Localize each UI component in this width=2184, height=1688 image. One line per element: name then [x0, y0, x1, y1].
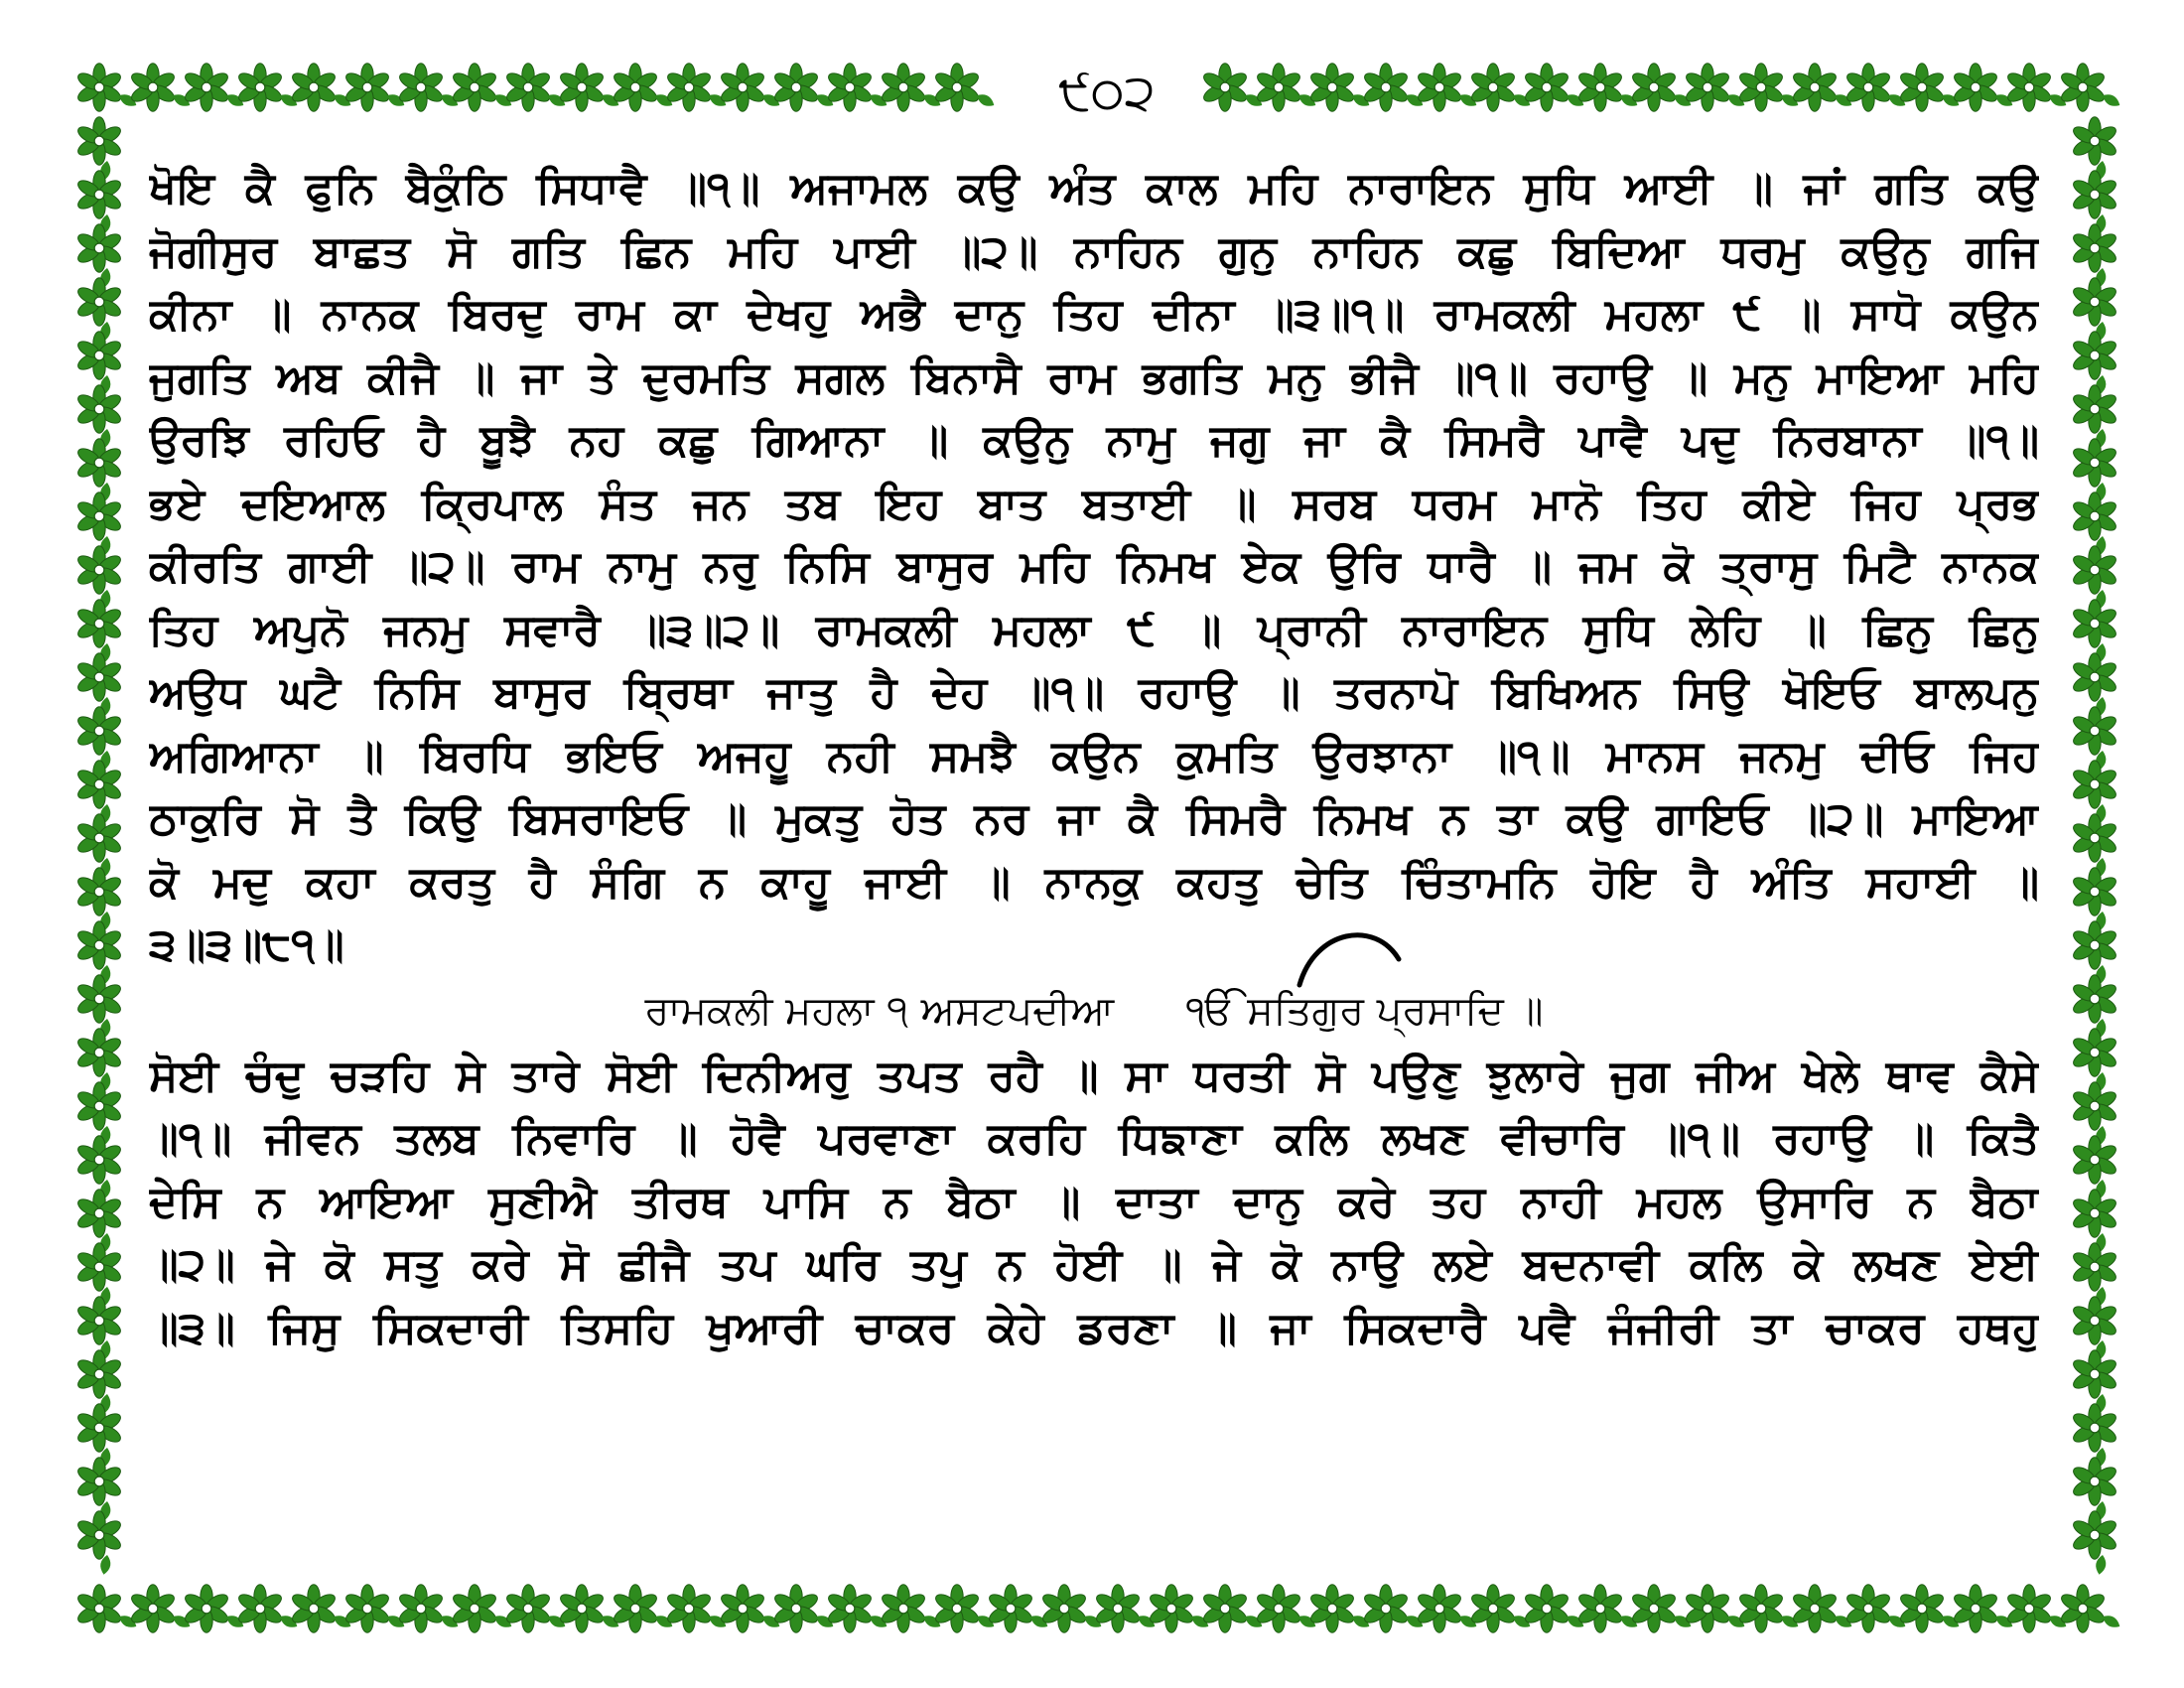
flower-ornament-icon: [1737, 1585, 1785, 1632]
mool-mantar: [1186, 977, 1544, 1045]
flower-ornament-icon: [129, 1585, 177, 1632]
flower-ornament-icon: [2071, 224, 2118, 272]
flower-ornament-icon: [2071, 1458, 2118, 1505]
flower-ornament-icon: [1469, 64, 1517, 111]
flower-ornament-icon: [1094, 1585, 1142, 1632]
flower-ornament-icon: [1737, 64, 1785, 111]
page-number: ੯੦੨: [1023, 58, 1191, 127]
flower-ornament-icon: [75, 1243, 123, 1291]
flower-ornament-icon: [2071, 492, 2118, 540]
mool-mantar-text: ੴ ਸਤਿਗੁਰ ਪ੍ਰਸਾਦਿ ॥: [1185, 987, 1544, 1034]
flower-ornament-icon: [2071, 1243, 2118, 1291]
flower-ornament-icon: [75, 600, 123, 647]
flower-ornament-icon: [558, 64, 606, 111]
flower-ornament-icon: [933, 1585, 981, 1632]
flower-ornament-icon: [2071, 975, 2118, 1023]
flower-ornament-icon: [612, 64, 659, 111]
flower-ornament-icon: [2071, 1350, 2118, 1398]
flower-ornament-icon: [75, 707, 123, 755]
section-2: [149, 1045, 2039, 1360]
flower-ornament-icon: [2071, 707, 2118, 755]
flower-ornament-icon: [75, 814, 123, 862]
flower-ornament-icon: [2071, 117, 2118, 165]
flower-ornament-icon: [75, 1190, 123, 1237]
flower-ornament-icon: [772, 64, 820, 111]
flower-ornament-icon: [2071, 1511, 2118, 1559]
text-line-12: ਕੋ ਮਦੁ ਕਹਾ ਕਰਤੁ ਹੈ ਸੰਗਿ ਨ ਕਾਹੂ ਜਾਈ ॥ ਨਾਨਕੁ ਕਹਤੁ ਚੇਤਿ ਚਿੰਤਾਮਨਿ ਹੋਇ ਹੈ ਅੰਤਿ ਸਹਾਈ ॥: [149, 856, 2039, 908]
flower-ornament-icon: [2071, 868, 2118, 915]
flower-ornament-icon: [75, 332, 123, 379]
flower-ornament-icon: [75, 1585, 123, 1632]
flower-ornament-icon: [1898, 64, 1946, 111]
flower-ornament-icon: [1201, 64, 1249, 111]
scripture-content: [149, 157, 2039, 1359]
flower-ornament-icon: [2071, 814, 2118, 862]
flower-ornament-icon: [504, 64, 552, 111]
text-line-1: ਖੋਇ ਕੈ ਫੁਨਿ ਬੈਕੁੰਠਿ ਸਿਧਾਵੈ ॥੧॥ ਅਜਾਮਲ ਕਉ ਅੰਤ ਕਾਲ ਮਹਿ ਨਾਰਾਇਨ ਸੁਧਿ ਆਈ ॥ ਜਾਂ ਗਤਿ ਕਉ: [149, 163, 2039, 213]
flower-ornament-icon: [880, 1585, 927, 1632]
flower-ornament-icon: [2071, 278, 2118, 326]
flower-ornament-icon: [75, 1029, 123, 1076]
flower-ornament-icon: [1255, 64, 1302, 111]
flower-ornament-icon: [1791, 1585, 1839, 1632]
flower-ornament-icon: [129, 64, 177, 111]
text-line-8: ਤਿਹ ਅਪੁਨੋ ਜਨਮੁ ਸਵਾਰੈ ॥੩॥੨॥ ਰਾਮਕਲੀ ਮਹਲਾ ੯ ॥ ਪ੍ਰਾਨੀ ਨਾਰਾਇਨ ਸੁਧਿ ਲੇਹਿ ॥ ਛਿਨੁ ਛਿਨੁ: [149, 604, 2039, 655]
flower-ornament-icon: [343, 64, 391, 111]
flower-ornament-icon: [75, 64, 123, 111]
flower-ornament-icon: [1523, 64, 1570, 111]
flower-ornament-icon: [75, 1297, 123, 1344]
flower-ornament-icon: [75, 1458, 123, 1505]
flower-ornament-icon: [1952, 64, 1999, 111]
flower-ornament-icon: [504, 1585, 552, 1632]
flower-ornament-icon: [665, 1585, 713, 1632]
text-line-14: ਸੋਈ ਚੰਦੁ ਚੜਹਿ ਸੇ ਤਾਰੇ ਸੋਈ ਦਿਨੀਅਰੁ ਤਪਤ ਰਹੈ ॥ ਸਾ ਧਰਤੀ ਸੋ ਪਉਣੁ ਝੁਲਾਰੇ ਜੁਗ ਜੀਅ ਖੇਲੇ ਥਾਵ ਕੈਸੇ: [149, 1050, 2039, 1101]
flower-ornament-icon: [1576, 1585, 1624, 1632]
flower-ornament-icon: [1844, 64, 1892, 111]
flower-ornament-icon: [2071, 600, 2118, 647]
ek-onkar-arc-icon: [1296, 919, 1405, 989]
flower-ornament-icon: [75, 439, 123, 487]
flower-ornament-icon: [451, 1585, 498, 1632]
text-line-4: ਜੁਗਤਿ ਅਬ ਕੀਜੈ ॥ ਜਾ ਤੇ ਦੁਰਮਤਿ ਸਗਲ ਬਿਨਾਸੈ ਰਾਮ ਭਗਤਿ ਮਨੁ ਭੀਜੈ ॥੧॥ ਰਹਾਉ ॥ ਮਨੁ ਮਾਇਆ ਮਹਿ: [149, 352, 2039, 403]
flower-ornament-icon: [2071, 1404, 2118, 1452]
flower-ornament-icon: [2059, 64, 2107, 111]
flower-ornament-icon: [451, 64, 498, 111]
flower-ornament-icon: [75, 761, 123, 808]
flower-ornament-icon: [2071, 653, 2118, 701]
flower-ornament-icon: [1040, 1585, 1088, 1632]
flower-ornament-icon: [1952, 1585, 1999, 1632]
flower-ornament-icon: [1308, 64, 1356, 111]
flower-ornament-icon: [1630, 64, 1678, 111]
flower-ornament-icon: [75, 224, 123, 272]
flower-ornament-icon: [2005, 1585, 2053, 1632]
flower-ornament-icon: [665, 64, 713, 111]
text-line-18: ॥੩॥ ਜਿਸੁ ਸਿਕਦਾਰੀ ਤਿਸਹਿ ਖੁਆਰੀ ਚਾਕਰ ਕੇਹੇ ਡਰਣਾ ॥ ਜਾ ਸਿਕਦਾਰੈ ਪਵੈ ਜੰਜੀਰੀ ਤਾ ਚਾਕਰ ਹਥਹੁ: [149, 1302, 2039, 1353]
flower-ornament-icon: [826, 1585, 874, 1632]
flower-ornament-icon: [75, 868, 123, 915]
text-line-7: ਕੀਰਤਿ ਗਾਈ ॥੨॥ ਰਾਮ ਨਾਮੁ ਨਰੁ ਨਿਸਿ ਬਾਸੁਰ ਮਹਿ ਨਿਮਖ ਏਕ ਉਰਿ ਧਾਰੈ ॥ ਜਮ ਕੋ ਤ੍ਰਾਸੁ ਮਿਟੈ ਨਾਨਕ: [149, 541, 2039, 592]
text-line-5: ਉਰਝਿ ਰਹਿਓ ਹੈ ਬੂਝੈ ਨਹ ਕਛੁ ਗਿਆਨਾ ॥ ਕਉਨੁ ਨਾਮੁ ਜਗੁ ਜਾ ਕੈ ਸਿਮਰੈ ਪਾਵੈ ਪਦੁ ਨਿਰਬਾਨਾ ॥੧॥: [149, 415, 2039, 466]
flower-ornament-icon: [558, 1585, 606, 1632]
flower-ornament-icon: [75, 492, 123, 540]
flower-ornament-icon: [75, 653, 123, 701]
text-line-16: ਦੇਸਿ ਨ ਆਇਆ ਸੁਣੀਐ ਤੀਰਥ ਪਾਸਿ ਨ ਬੈਠਾ ॥ ਦਾਤਾ ਦਾਨੁ ਕਰੇ ਤਹ ਨਾਹੀ ਮਹਲ ਉਸਾਰਿ ਨ ਬੈਠਾ: [149, 1176, 2039, 1227]
heading-title: ਰਾਮਕਲੀ ਮਹਲਾ ੧ ਅਸਟਪਦੀਆ: [644, 987, 1115, 1034]
text-line-2: ਜੋਗੀਸੁਰ ਬਾਛਤ ਸੋ ਗਤਿ ਛਿਨ ਮਹਿ ਪਾਈ ॥੨॥ ਨਾਹਿਨ ਗੁਨੁ ਨਾਹਿਨ ਕਛੁ ਬਿਦਿਆ ਧਰਮੁ ਕਉਨੁ ਗਜਿ: [149, 225, 2039, 277]
flower-ornament-icon: [2071, 1029, 2118, 1076]
flower-ornament-icon: [987, 1585, 1034, 1632]
flower-ornament-icon: [2071, 546, 2118, 594]
flower-ornament-icon: [1630, 1585, 1678, 1632]
section-heading: [149, 977, 2039, 1045]
flower-ornament-icon: [397, 1585, 445, 1632]
flower-ornament-icon: [1844, 1585, 1892, 1632]
flower-ornament-icon: [2071, 332, 2118, 379]
flower-ornament-icon: [75, 975, 123, 1023]
flower-ornament-icon: [75, 1082, 123, 1130]
flower-ornament-icon: [1684, 64, 1731, 111]
text-line-10: ਅਗਿਆਨਾ ॥ ਬਿਰਧਿ ਭਇਓ ਅਜਹੂ ਨਹੀ ਸਮਝੈ ਕਉਨ ਕੁਮਤਿ ਉਰਝਾਨਾ ॥੧॥ ਮਾਨਸ ਜਨਮੁ ਦੀਓ ਜਿਹ: [149, 730, 2039, 781]
flower-ornament-icon: [612, 1585, 659, 1632]
text-line-15: ॥੧॥ ਜੀਵਨ ਤਲਬ ਨਿਵਾਰਿ ॥ ਹੋਵੈ ਪਰਵਾਣਾ ਕਰਹਿ ਧਿਙਾਣਾ ਕਲਿ ਲਖਣ ਵੀਚਾਰਿ ॥੧॥ ਰਹਾਉ ॥ ਕਿਤੈ: [149, 1113, 2039, 1164]
flower-ornament-icon: [1898, 1585, 1946, 1632]
flower-ornament-icon: [75, 546, 123, 594]
flower-ornament-icon: [719, 1585, 766, 1632]
flower-ornament-icon: [2059, 1585, 2107, 1632]
flower-ornament-icon: [2071, 921, 2118, 969]
flower-ornament-icon: [343, 1585, 391, 1632]
text-line-6: ਭਏ ਦਇਆਲ ਕ੍ਰਿਪਾਲ ਸੰਤ ਜਨ ਤਬ ਇਹ ਬਾਤ ਬਤਾਈ ॥ ਸਰਬ ਧਰਮ ਮਾਨੋ ਤਿਹ ਕੀਏ ਜਿਹ ਪ੍ਰਭ: [149, 478, 2039, 529]
flower-ornament-icon: [75, 1136, 123, 1184]
flower-ornament-icon: [2071, 761, 2118, 808]
text-line-11: ਠਾਕੁਰਿ ਸੋ ਤੈ ਕਿਉ ਬਿਸਰਾਇਓ ॥ ਮੁਕਤੁ ਹੋਤ ਨਰ ਜਾ ਕੈ ਸਿਮਰੈ ਨਿਮਖ ਨ ਤਾ ਕਉ ਗਾਇਓ ॥੨॥ ਮਾਇਆ: [149, 793, 2039, 844]
flower-ornament-icon: [1684, 1585, 1731, 1632]
flower-ornament-icon: [2071, 1136, 2118, 1184]
flower-ornament-icon: [75, 171, 123, 218]
flower-ornament-icon: [290, 1585, 338, 1632]
flower-ornament-icon: [933, 64, 981, 111]
flower-ornament-icon: [1523, 1585, 1570, 1632]
flower-ornament-icon: [183, 64, 230, 111]
flower-ornament-icon: [2071, 385, 2118, 433]
flower-ornament-icon: [75, 921, 123, 969]
flower-ornament-icon: [290, 64, 338, 111]
flower-ornament-icon: [2071, 1190, 2118, 1237]
flower-ornament-icon: [75, 385, 123, 433]
flower-ornament-icon: [772, 1585, 820, 1632]
flower-ornament-icon: [75, 117, 123, 165]
flower-ornament-icon: [183, 1585, 230, 1632]
text-line-9: ਅਉਧ ਘਟੈ ਨਿਸਿ ਬਾਸੁਰ ਬ੍ਰਿਥਾ ਜਾਤੁ ਹੈ ਦੇਹ ॥੧॥ ਰਹਾਉ ॥ ਤਰਨਾਪੋ ਬਿਖਿਅਨ ਸਿਉ ਖੋਇਓ ਬਾਲਪਨੁ: [149, 667, 2039, 718]
text-line-17: ॥੨॥ ਜੇ ਕੋ ਸਤੁ ਕਰੇ ਸੋ ਛੀਜੈ ਤਪ ਘਰਿ ਤਪੁ ਨ ਹੋਈ ॥ ਜੇ ਕੋ ਨਾਉ ਲਏ ਬਦਨਾਵੀ ਕਲਿ ਕੇ ਲਖਣ ਏਈ: [149, 1239, 2039, 1290]
flower-ornament-icon: [1791, 64, 1839, 111]
flower-ornament-icon: [1469, 1585, 1517, 1632]
flower-ornament-icon: [1362, 1585, 1410, 1632]
text-line-13: ੩॥੩॥੮੧॥: [149, 919, 344, 970]
flower-ornament-icon: [75, 1404, 123, 1452]
flower-ornament-icon: [1416, 1585, 1463, 1632]
flower-ornament-icon: [1148, 1585, 1195, 1632]
flower-ornament-icon: [2071, 1297, 2118, 1344]
flower-ornament-icon: [1362, 64, 1410, 111]
flower-ornament-icon: [1201, 1585, 1249, 1632]
section-1: [149, 157, 2039, 977]
flower-ornament-icon: [2005, 64, 2053, 111]
text-line-3: ਕੀਨਾ ॥ ਨਾਨਕ ਬਿਰਦੁ ਰਾਮ ਕਾ ਦੇਖਹੁ ਅਭੈ ਦਾਨੁ ਤਿਹ ਦੀਨਾ ॥੩॥੧॥ ਰਾਮਕਲੀ ਮਹਲਾ ੯ ॥ ਸਾਧੋ ਕਉਨ: [149, 289, 2039, 340]
flower-ornament-icon: [1255, 1585, 1302, 1632]
flower-ornament-icon: [236, 64, 284, 111]
flower-ornament-icon: [719, 64, 766, 111]
flower-ornament-icon: [1416, 64, 1463, 111]
flower-ornament-icon: [1308, 1585, 1356, 1632]
flower-ornament-icon: [2071, 1082, 2118, 1130]
flower-ornament-icon: [236, 1585, 284, 1632]
flower-ornament-icon: [75, 278, 123, 326]
flower-ornament-icon: [826, 64, 874, 111]
flower-ornament-icon: [397, 64, 445, 111]
flower-ornament-icon: [75, 1350, 123, 1398]
flower-ornament-icon: [75, 1511, 123, 1559]
flower-ornament-icon: [2071, 171, 2118, 218]
flower-ornament-icon: [880, 64, 927, 111]
flower-ornament-icon: [2071, 439, 2118, 487]
flower-ornament-icon: [1576, 64, 1624, 111]
